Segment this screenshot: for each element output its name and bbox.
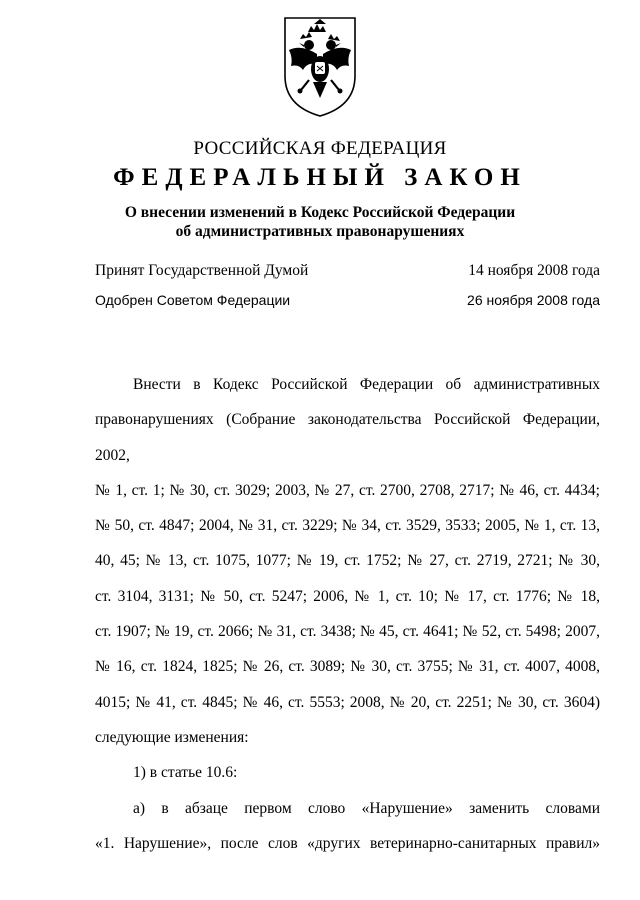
approved-label: Одобрен Советом Федерации	[95, 292, 291, 308]
document-title	[0, 203, 640, 241]
approved-date: 26 ноября 2008 года	[467, 292, 600, 308]
body-line: 4015; № 41, ст. 4845; № 46, ст. 5553; 2008, № 20, ст. 2251; № 30, ст. 3604)	[95, 693, 600, 711]
adoption-row	[95, 262, 600, 280]
coat-of-arms-icon	[281, 14, 359, 120]
adopted-date: 14 ноября 2008 года	[468, 262, 600, 279]
document-title-line-1: О внесении изменений в Кодекс Российской Федерации	[124, 204, 516, 221]
document-type-heading: ФЕДЕРАЛЬНЫЙ ЗАКОН	[113, 164, 527, 191]
adopted-label: Принят Государственной Думой	[95, 262, 309, 279]
body-line: «1. Нарушение», после слов «других ветеринарно-санитарных правил»	[95, 834, 600, 852]
body-line: ст. 3104, 3131; № 50, ст. 5247; 2006, № 1, ст. 10; № 17, ст. 1776; № 18,	[95, 587, 600, 605]
document-title-line-2: об административных правонарушениях	[175, 223, 465, 240]
law-body-text	[95, 367, 600, 861]
body-line: Внести в Кодекс Российской Федерации об административных	[133, 376, 600, 393]
body-line: 40, 45; № 13, ст. 1075, 1077; № 19, ст. 1752; № 27, ст. 2719, 2721; № 30,	[95, 552, 600, 570]
body-line: 1) в статье 10.6:	[133, 764, 238, 782]
body-line: № 50, ст. 4847; 2004, № 31, ст. 3229; № 34, ст. 3529, 3533; 2005, № 1, ст. 13,	[95, 517, 600, 535]
body-line: следующие изменения:	[95, 728, 249, 746]
body-line: правонарушениях (Собрание законодательства Российской Федерации, 2002,	[95, 411, 600, 464]
body-line: а) в абзаце первом слово «Нарушение» заменить словами	[133, 799, 600, 817]
approval-row	[95, 292, 600, 308]
body-line: ст. 1907; № 19, ст. 2066; № 31, ст. 3438; № 45, ст. 4641; № 52, ст. 5498; 2007,	[95, 623, 600, 641]
body-line: № 1, ст. 1; № 30, ст. 3029; 2003, № 27, ст. 2700, 2708, 2717; № 46, ст. 4434;	[95, 481, 600, 499]
body-line: № 16, ст. 1824, 1825; № 26, ст. 3089; № 30, ст. 3755; № 31, ст. 4007, 4008,	[95, 658, 600, 676]
country-heading: РОССИЙСКАЯ ФЕДЕРАЦИЯ	[193, 138, 447, 159]
